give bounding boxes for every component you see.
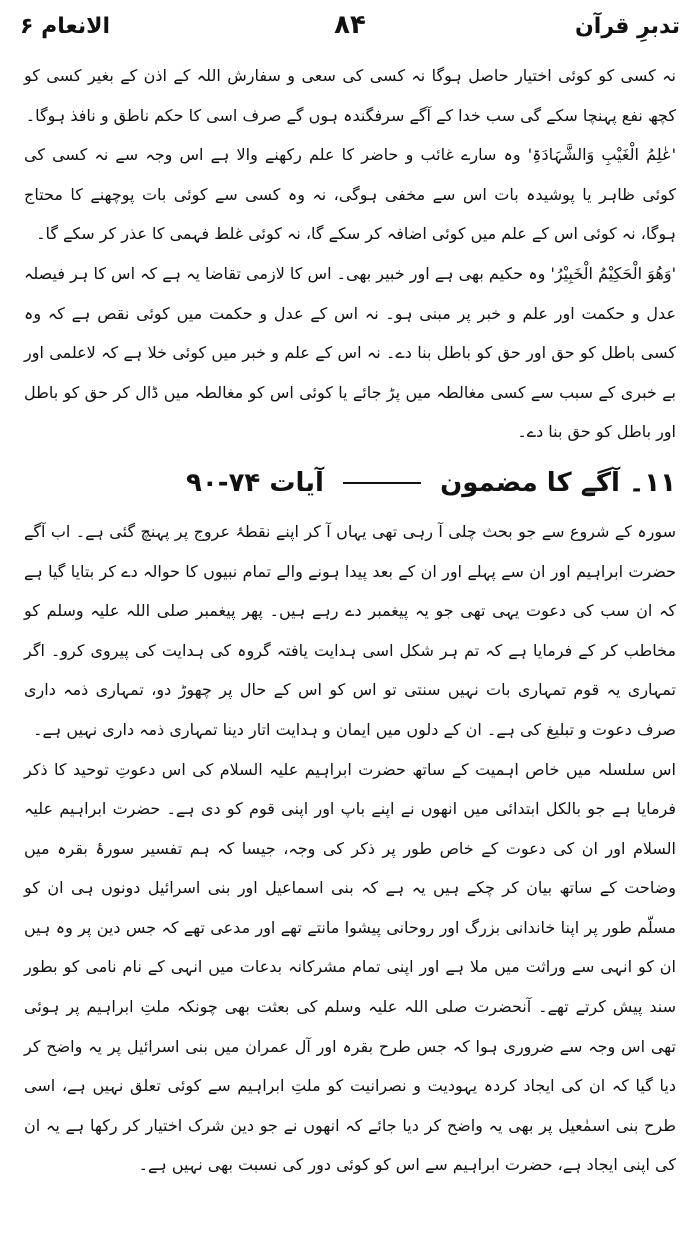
paragraph: 'وَھُوَ الْحَکِیْمُ الْخَبِیْرُ' وہ حکیم بھی ہے اور خبیر بھی۔ اس کا لازمی تقاضا یہ ہے کہ اس کا ہر فیصلہ عدل و حکمت اور علم و خبر پر مبنی ہو۔ نہ اس کے عدل و حکمت میں کوئی نقص ہے کہ وہ کسی باطل کو حق اور حق کو باطل بنا دے۔ نہ اس کے علم و خبر میں کوئی خلا ہے کہ لاعلمی اور بے خبری کے سبب سے کسی مغالطہ میں پڑ جائے یا کوئی اس کو مغالطہ میں ڈال کر حق کو باطل اور باطل کو حق بنا دے۔ bbox=[24, 263, 676, 442]
paragraph: 'عٰلِمُ الْغَیْبِ وَالشَّہَادَۃِ' وہ سارے غائب و حاضر کا علم رکھنے والا ہے اس وجہ سے نہ کسی کی کوئی ظاہر یا پوشیدہ بات اس سے مخفی ہوگی، نہ وہ کسی سے کوئی بات پوچھنے کا محتاج ہوگا، نہ کوئی اس کے علم میں کوئی اضافہ کر سکے گا، نہ کوئی غلط فہمی کا عذر کر سکے گا۔ bbox=[24, 145, 676, 244]
paragraph: سورہ کے شروع سے جو بحث چلی آ رہی تھی یہاں آ کر اپنے نقطۂ عروج پر پہنچ گئی ہے۔ اب آگے حضرت ابراہیم اور ان سے پہلے اور ان کے بعد پیدا ہونے والے تمام نبیوں کا حوالہ دے کر بتایا گیا ہے کہ ان سب کی دعوت یہی تھی جو یہ پیغمبر دے رہے ہیں۔ پھر پیغمبر صلی اللہ علیہ وسلم کو مخاطب کر کے فرمایا ہے کہ تم ہر شکل اسی ہدایت یافتہ گروہ کی ہدایت کی پیروی کرو۔ اگر تمہاری یہ قوم تمہاری بات نہیں سنتی تو اس کو اس کے حال پر چھوڑ دو، تمہاری ذمہ داری صرف دعوت و تبلیغ کی ہے۔ ان کے دلوں میں ایمان و ہدایت اتار دینا تمہاری ذمہ داری نہیں ہے۔ bbox=[24, 521, 676, 739]
paragraph: اس سلسلہ میں خاص اہمیت کے ساتھ حضرت ابراہیم علیہ السلام کی اس دعوتِ توحید کا ذکر فرمایا ہے جو بالکل ابتدائی میں انھوں نے اپنے باپ اور اپنی قوم کو دی ہے۔ حضرت ابراہیم علیہ السلام اور ان کی دعوت کے خاص طور پر ذکر کی وجہ، جیسا کہ ہم تفسیر سورۂ بقرہ میں وضاحت کے ساتھ بیان کر چکے ہیں یہ ہے کہ بنی اسماعیل اور بنی اسرائیل دونوں ہی ان کو مسلّم طور پر اپنا خاندانی بزرگ اور روحانی پیشوا مانتے تھے اور مدعی تھے کہ جس دین پر وہ ہیں ان کو انہی سے وراثت میں ملا ہے اور اپنی تمام مشرکانہ بدعات میں انہی کے نام نامی کو بطور سند پیش کرتے تھے۔ آنحضرت صلی اللہ علیہ وسلم کی بعثت بھی چونکہ ملتِ ابراہیم پر ہوئی تھی اس وجہ سے ضروری ہوا کہ جس طرح بقرہ اور آل عمران میں بنی اسرائیل پر یہ واضح کر دیا گیا کہ ان کی ایجاد کردہ یہودیت و نصرانیت کو ملتِ ابراہیم سے کوئی تعلق نہیں ہے، اسی طرح بنی اسمٰعیل پر بھی یہ واضح کر دیا جائے کہ انھوں نے جو دین شرک اختیار کر رکھا ہے یہ ان کی اپنی ایجاد ہے، حضرت ابراہیم سے اس کو کوئی دور کی نسبت بھی نہیں ہے۔ bbox=[24, 759, 676, 1175]
section-heading bbox=[24, 458, 676, 508]
page-body bbox=[24, 56, 676, 1238]
book-title: تدبرِ قرآن bbox=[575, 14, 680, 39]
paragraph: نہ کسی کو کوئی اختیار حاصل ہوگا نہ کسی کی سعی و سفارش اللہ کے اذن کے بغیر کسی کو کچھ نفع پہنچا سکے گی سب خدا کے آگے سرفگندہ ہوں گے صرف اسی کا حکم ناطق و نافذ ہوگا۔ bbox=[24, 66, 676, 125]
section-title: ۱۱۔ آگے کا مضمون bbox=[440, 467, 676, 498]
verse-range: آیات ۷۴-۹۰ bbox=[186, 467, 324, 498]
heading-rule bbox=[343, 482, 421, 484]
surah-title: الانعام ۶ bbox=[20, 14, 111, 39]
page-header bbox=[20, 8, 680, 50]
page-number: ۸۴ bbox=[334, 10, 366, 40]
